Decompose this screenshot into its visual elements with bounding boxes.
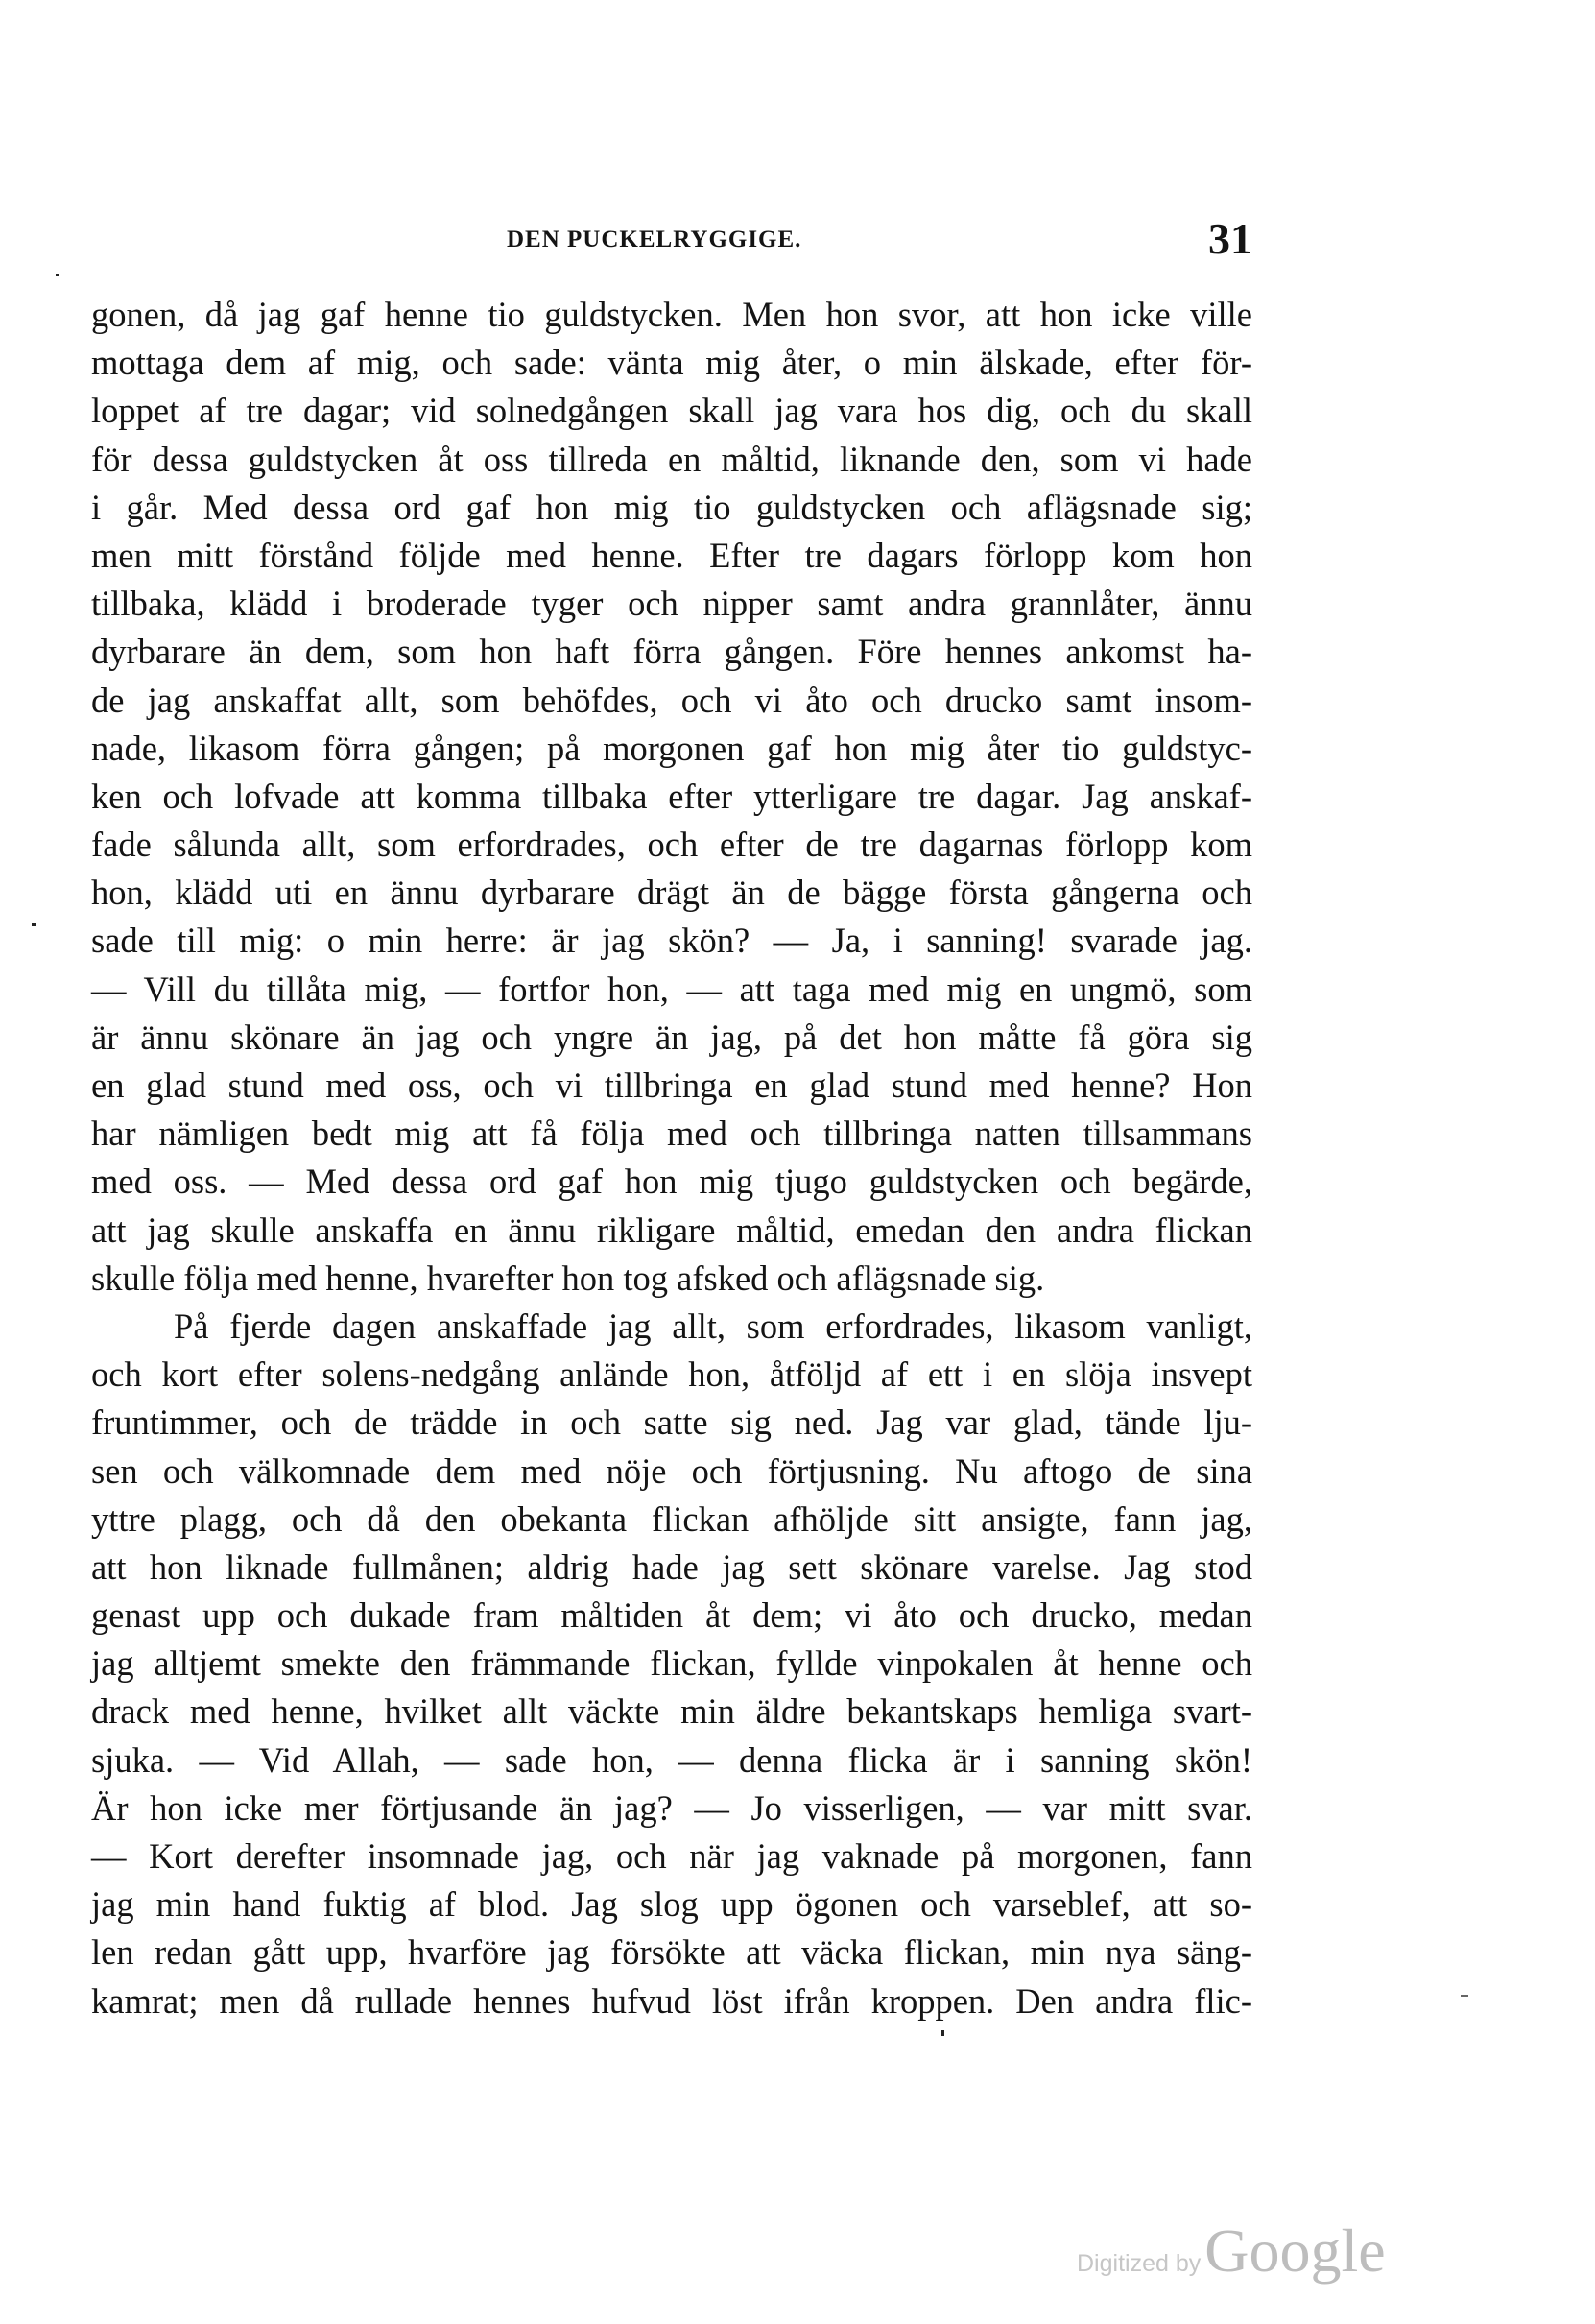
text-line: — Vill du tillåta mig, — fortfor hon, — att taga med mig en ungmö, som xyxy=(91,969,1252,1009)
running-head xyxy=(91,213,1252,267)
text-line: men mitt förstånd följde med henne. Efter tre dagars förlopp kom hon xyxy=(91,535,1252,575)
text-line: med oss. — Med dessa ord gaf hon mig tjugo guldstycken och begärde, xyxy=(91,1162,1252,1202)
text-line: skulle följa med henne, hvarefter hon tog afsked och aflägsnade sig. xyxy=(91,1258,1045,1298)
text-line: en glad stund med oss, och vi tillbringa en glad stund med henne? Hon xyxy=(91,1066,1252,1105)
text-line: len redan gått upp, hvarföre jag försökte att väcka flickan, min nya säng- xyxy=(91,1932,1252,1973)
text-line: de jag anskaffat allt, som behöfdes, och vi åto och drucko samt insom- xyxy=(91,680,1252,720)
text-line: hon, klädd uti en ännu dyrbarare drägt än de bägge första gångerna och xyxy=(91,873,1252,913)
scan-speck xyxy=(56,274,59,276)
text-line: Är hon icke mer förtjusande än jag? — Jo visserligen, — var mitt svar. xyxy=(91,1787,1252,1828)
text-line: ken och lofvade att komma tillbaka efter ytterligare tre dagar. Jag anskaf- xyxy=(91,776,1252,816)
page-number: 31 xyxy=(1208,214,1252,263)
scan-speck xyxy=(941,2030,944,2036)
text-line: att hon liknade fullmånen; aldrig hade jag sett skönare varelse. Jag stod xyxy=(91,1546,1252,1587)
text-line: — Kort derefter insomnade jag, och när jag vaknade på morgonen, fann xyxy=(91,1836,1252,1876)
text-line: nade, likasom förra gången; på morgonen gaf hon mig åter tio guldstyc- xyxy=(91,728,1252,768)
text-line: tillbaka, klädd i broderade tyger och nipper samt andra grannlåter, ännu xyxy=(91,584,1252,624)
digitized-by-google-watermark xyxy=(1077,2216,1386,2292)
text-line: fruntimmer, och de trädde in och satte sig ned. Jag var glad, tände lju- xyxy=(91,1402,1252,1443)
text-line: jag alltjemt smekte den främmande flickan, fyllde vinpokalen åt henne och xyxy=(91,1643,1252,1684)
text-line: yttre plagg, och då den obekanta flickan afhöljde sitt ansigte, fann jag, xyxy=(91,1498,1252,1539)
text-line: i går. Med dessa ord gaf hon mig tio guldstycken och aflägsnade sig; xyxy=(91,487,1252,527)
text-line: gonen, då jag gaf henne tio guldstycken. Men hon svor, att hon icke ville xyxy=(91,295,1252,334)
text-line: fade sålunda allt, som erfordrades, och efter de tre dagarnas förlopp kom xyxy=(91,825,1252,865)
text-line: loppet af tre dagar; vid solnedgången skall jag vara hos dig, och du skall xyxy=(91,391,1252,431)
text-line: för dessa guldstycken åt oss tillreda en måltid, liknande den, som vi hade xyxy=(91,439,1252,479)
text-line: genast upp och dukade fram måltiden åt dem; vi åto och drucko, medan xyxy=(91,1595,1252,1636)
scan-speck xyxy=(32,923,36,926)
body-text xyxy=(91,291,1291,2025)
text-line: jag min hand fuktig af blod. Jag slog upp ögonen och varseblef, att so- xyxy=(91,1884,1252,1925)
text-line: att jag skulle anskaffa en ännu rikligare måltid, emedan den andra flickan xyxy=(91,1210,1252,1250)
google-logo: Google xyxy=(1204,2216,1386,2285)
text-line: har nämligen bedt mig att få följa med och tillbringa natten tillsammans xyxy=(91,1114,1252,1154)
text-line: På fjerde dagen anskaffade jag allt, som erfordrades, likasom vanligt, xyxy=(174,1306,1252,1346)
text-line: kamrat; men då rullade hennes hufvud löst ifrån kroppen. Den andra flic- xyxy=(91,1980,1252,2021)
text-line: sen och välkomnade dem med nöje och förtjusning. Nu aftogo de sina xyxy=(91,1450,1252,1491)
text-line: sjuka. — Vid Allah, — sade hon, — denna flicka är i sanning skön! xyxy=(91,1739,1252,1780)
text-line: drack med henne, hvilket allt väckte min äldre bekantskaps hemliga svart- xyxy=(91,1691,1252,1732)
running-title: DEN PUCKELRYGGIGE. xyxy=(507,227,802,252)
text-line: mottaga dem af mig, och sade: vänta mig åter, o min älskade, efter för- xyxy=(91,343,1252,383)
text-line: sade till mig: o min herre: är jag skön? — Ja, i sanning! svarade jag. xyxy=(91,921,1252,961)
scan-speck xyxy=(1461,1995,1468,1997)
text-line: är ännu skönare än jag och yngre än jag, på det hon måtte få göra sig xyxy=(91,1017,1252,1057)
watermark-prefix: Digitized by xyxy=(1077,2250,1202,2277)
text-line: dyrbarare än dem, som hon haft förra gången. Före hennes ankomst ha- xyxy=(91,632,1252,672)
text-line: och kort efter solens-nedgång anlände hon, åtföljd af ett i en slöja insvept xyxy=(91,1354,1252,1395)
